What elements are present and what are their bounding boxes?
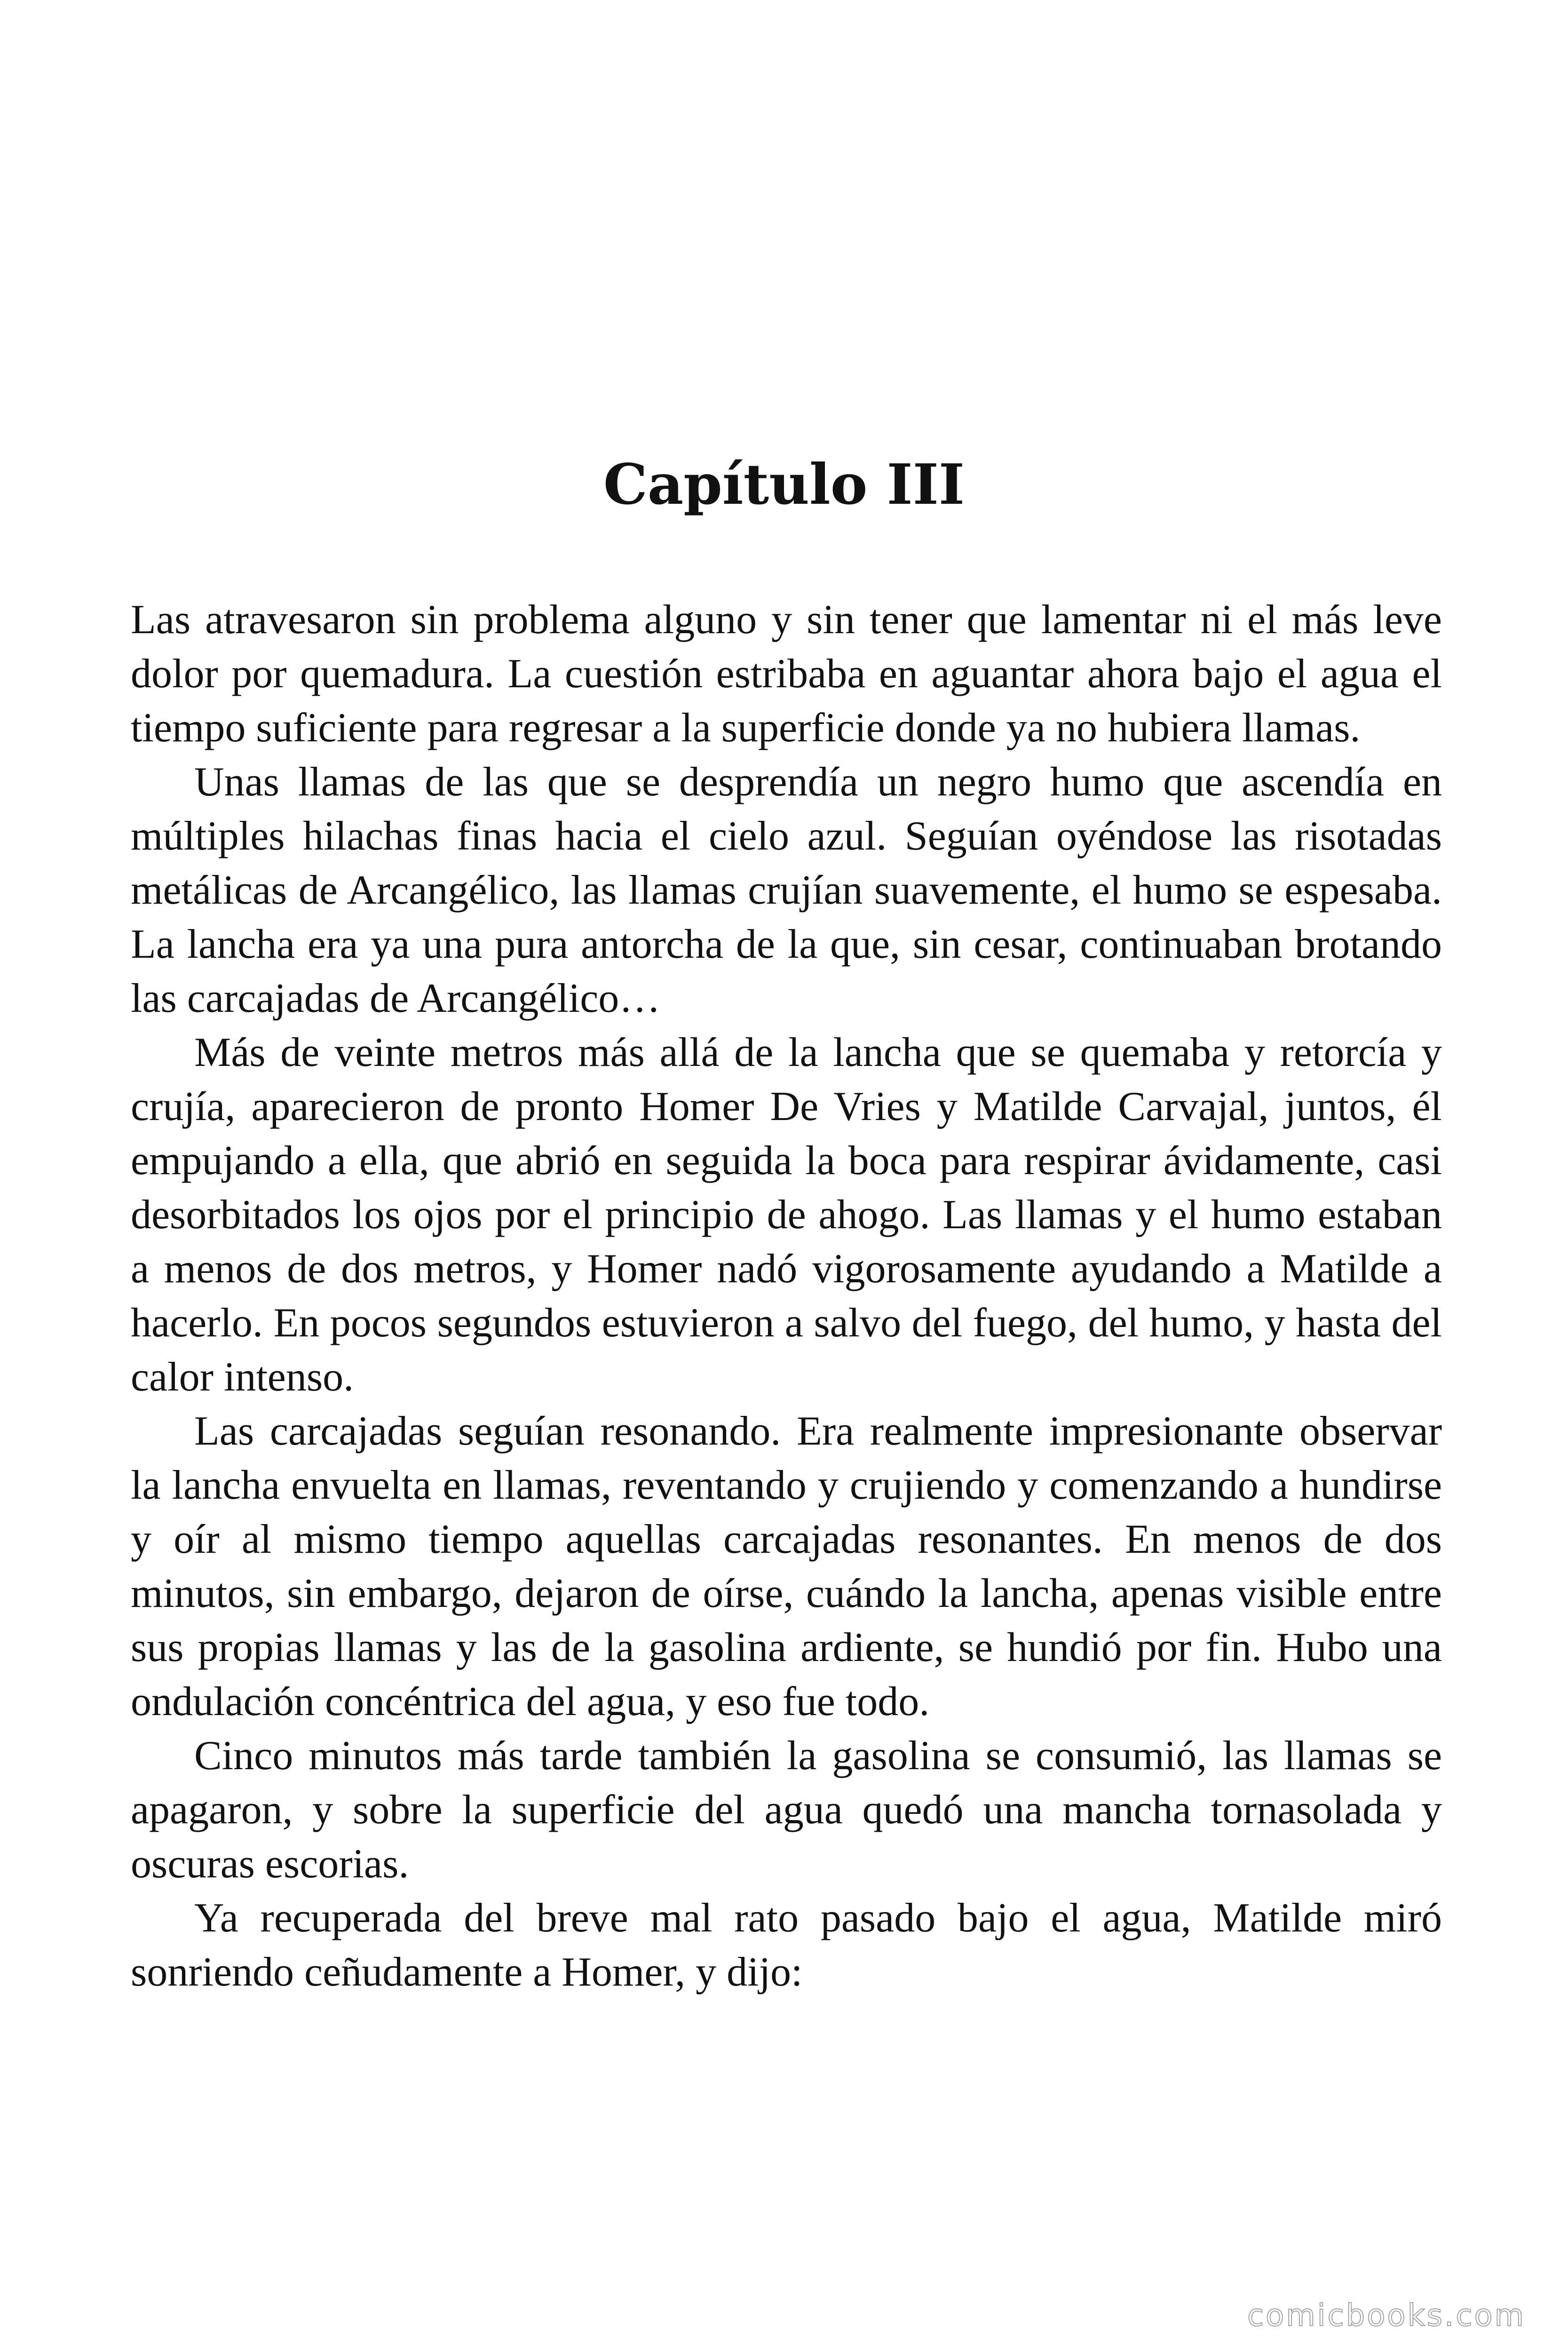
paragraph: Ya recuperada del breve mal rato pasado bajo el agua, Matilde miró sonriendo ceñudamente a Homer, y dijo: bbox=[131, 1895, 1442, 1995]
chapter-title: Capítulo III bbox=[603, 452, 965, 517]
paragraph: Unas llamas de las que se desprendía un negro humo que ascendía en múltiples hilachas finas hacia el cielo azul. Seguían oyéndose las risotadas metálicas de Arcangélico, las llamas crujían suavemente, el humo se espesaba. La lancha era ya una pura antorcha de la que, sin cesar, continuaban brotando las carcajadas de Arcangélico… bbox=[131, 759, 1442, 1021]
paragraph: Cinco minutos más tarde también la gasolina se consumió, las llamas se apagaron, y sobre la superficie del agua quedó una mancha tornasolada y oscuras escorias. bbox=[131, 1733, 1442, 1887]
paragraph: Más de veinte metros más allá de la lancha que se quemaba y retorcía y crujía, aparecieron de pronto Homer De Vries y Matilde Carvajal, juntos, él empujando a ella, que abrió en seguida la boca para respirar ávidamente, casi desorbitados los ojos por el principio de ahogo. Las llamas y el humo estaban a menos de dos metros, y Homer nadó vigorosamente ayudando a Matilde a hacerlo. En pocos segundos estuvieron a salvo del fuego, del humo, y hasta del calor intenso. bbox=[131, 1030, 1442, 1400]
paragraph: Las carcajadas seguían resonando. Era realmente impresionante observar la lancha envuelta en llamas, reventando y crujiendo y comenzando a hundirse y oír al mismo tiempo aquellas carcajadas resonantes. En menos de dos minutos, sin embargo, dejaron de oírse, cuándo la lancha, apenas visible entre sus propias llamas y las de la gasolina ardiente, se hundió por fin. Hubo una ondulación concéntrica del agua, y eso fue todo. bbox=[131, 1408, 1442, 1724]
watermark: comicbooks.com bbox=[1247, 2298, 1526, 2333]
paragraph: Las atravesaron sin problema alguno y sin tener que lamentar ni el más leve dolor por quemadura. La cuestión estribaba en aguantar ahora bajo el agua el tiempo suficiente para regresar a la superficie donde ya no hubiera llamas. bbox=[131, 597, 1442, 751]
chapter-body bbox=[131, 593, 1442, 1999]
